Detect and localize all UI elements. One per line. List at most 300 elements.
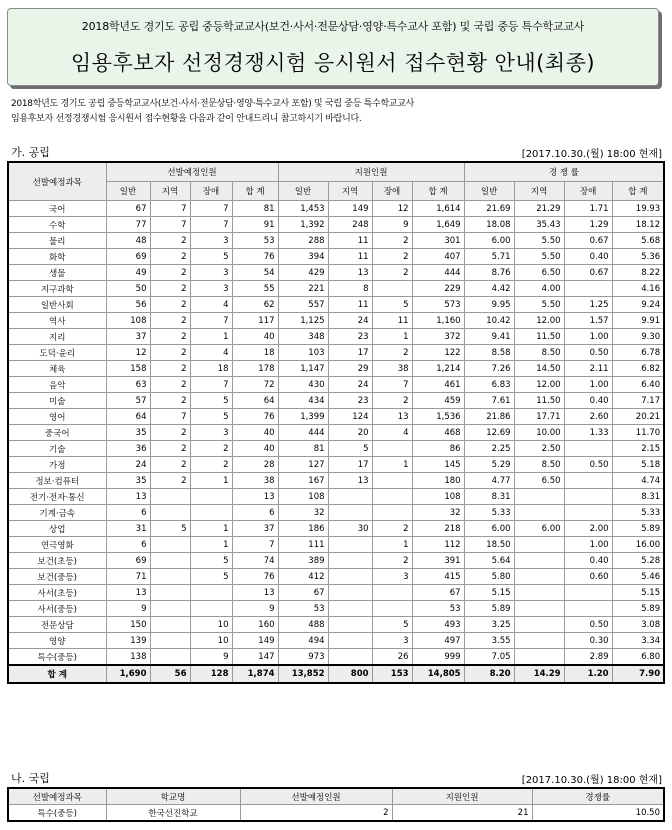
- cell-sel-region: 2: [150, 249, 190, 265]
- cell-app-region: [328, 569, 372, 585]
- cell-app-general: 32: [278, 505, 328, 521]
- cell-comp-total: 4.74: [612, 473, 664, 489]
- cell-comp-disabled: 2.00: [564, 521, 612, 537]
- cell-sel-total: 54: [232, 265, 278, 281]
- cell-sel-general: 77: [106, 217, 150, 233]
- cell-comp-disabled: 1.00: [564, 377, 612, 393]
- cell-sel-region: 2: [150, 473, 190, 489]
- cell-sel-disabled: 1: [190, 329, 232, 345]
- cell-sel-total: 40: [232, 329, 278, 345]
- cell-sel-general: 50: [106, 281, 150, 297]
- cell-app-region: 20: [328, 425, 372, 441]
- cell-app-total: 444: [412, 265, 464, 281]
- cell-comp-disabled: 0.50: [564, 345, 612, 361]
- cell-sel-total: 28: [232, 457, 278, 473]
- cell-app-disabled: 1: [372, 457, 412, 473]
- cell-app-general: 973: [278, 649, 328, 666]
- total-app-disabled: 153: [372, 665, 412, 683]
- cell-sel-region: [150, 601, 190, 617]
- cell-sel-region: 2: [150, 393, 190, 409]
- cell-comp-disabled: 1.00: [564, 537, 612, 553]
- cell-sel-general: 150: [106, 617, 150, 633]
- cell-app-total: 180: [412, 473, 464, 489]
- cell-sel-total: 149: [232, 633, 278, 649]
- national-school: 한국선진학교: [106, 805, 240, 822]
- cell-app-region: 29: [328, 361, 372, 377]
- cell-comp-region: [514, 505, 564, 521]
- cell-app-disabled: 1: [372, 329, 412, 345]
- cell-sel-general: 138: [106, 649, 150, 666]
- cell-sel-total: 37: [232, 521, 278, 537]
- cell-app-total: 1,649: [412, 217, 464, 233]
- cell-sel-general: 108: [106, 313, 150, 329]
- cell-comp-region: [514, 585, 564, 601]
- cell-comp-general: 9.41: [464, 329, 514, 345]
- cell-sel-total: 72: [232, 377, 278, 393]
- cell-app-total: 415: [412, 569, 464, 585]
- cell-app-disabled: 13: [372, 409, 412, 425]
- cell-comp-region: [514, 537, 564, 553]
- header-disabled: 장애: [190, 182, 232, 201]
- total-sel-region: 56: [150, 665, 190, 683]
- cell-sel-total: 7: [232, 537, 278, 553]
- cell-comp-disabled: 2.11: [564, 361, 612, 377]
- cell-comp-disabled: [564, 441, 612, 457]
- cell-comp-total: 5.89: [612, 521, 664, 537]
- cell-app-region: [328, 633, 372, 649]
- header-competition: 경 쟁 률: [464, 162, 664, 182]
- cell-comp-disabled: 0.30: [564, 633, 612, 649]
- cell-comp-disabled: 0.50: [564, 457, 612, 473]
- cell-app-total: 461: [412, 377, 464, 393]
- cell-subject: 정보·컴퓨터: [8, 473, 106, 489]
- cell-sel-disabled: [190, 601, 232, 617]
- cell-comp-region: 6.50: [514, 473, 564, 489]
- cell-comp-total: 5.28: [612, 553, 664, 569]
- intro-line-1: 2018학년도 경기도 공립 중등학교교사(보건·사서·전문상담·영양·특수교사 포함) 및 국립 중등 특수학교교사: [11, 99, 415, 109]
- national-header-selection: 선발예정인원: [240, 788, 392, 805]
- cell-app-total: 372: [412, 329, 464, 345]
- cell-comp-total: 20.21: [612, 409, 664, 425]
- table-row: [8, 361, 664, 377]
- cell-comp-disabled: 2.60: [564, 409, 612, 425]
- cell-app-disabled: 2: [372, 553, 412, 569]
- table-row: [8, 553, 664, 569]
- table-row: [8, 233, 664, 249]
- cell-app-total: 493: [412, 617, 464, 633]
- cell-comp-disabled: 1.71: [564, 201, 612, 217]
- cell-app-region: 17: [328, 457, 372, 473]
- cell-sel-general: 48: [106, 233, 150, 249]
- cell-sel-general: 6: [106, 537, 150, 553]
- cell-comp-disabled: 0.40: [564, 553, 612, 569]
- cell-app-region: [328, 489, 372, 505]
- cell-comp-region: [514, 569, 564, 585]
- cell-comp-region: 11.50: [514, 329, 564, 345]
- cell-app-region: [328, 601, 372, 617]
- cell-app-general: 394: [278, 249, 328, 265]
- cell-app-disabled: 2: [372, 265, 412, 281]
- header-disabled: 장애: [564, 182, 612, 201]
- cell-comp-region: 12.00: [514, 313, 564, 329]
- cell-subject: 특수(중등): [8, 649, 106, 666]
- cell-sel-disabled: 3: [190, 233, 232, 249]
- cell-comp-disabled: 2.89: [564, 649, 612, 666]
- national-header-subject: 선발예정과목: [8, 788, 106, 805]
- cell-app-general: 412: [278, 569, 328, 585]
- cell-app-region: 13: [328, 473, 372, 489]
- cell-sel-total: 91: [232, 217, 278, 233]
- cell-app-disabled: [372, 441, 412, 457]
- cell-subject: 지구과학: [8, 281, 106, 297]
- banner-subtitle: 2018학년도 경기도 공립 중등학교교사(보건·사서·전문상담·영양·특수교사 포함) 및 국립 중등 특수학교교사: [81, 20, 585, 33]
- public-section-title: 가. 공립: [11, 146, 50, 159]
- cell-sel-disabled: [190, 505, 232, 521]
- public-table: [7, 161, 665, 684]
- table-row: [8, 601, 664, 617]
- cell-sel-general: 67: [106, 201, 150, 217]
- header-total: 합 계: [232, 182, 278, 201]
- cell-app-general: 186: [278, 521, 328, 537]
- cell-comp-region: [514, 601, 564, 617]
- header-disabled: 장애: [372, 182, 412, 201]
- cell-app-region: 23: [328, 393, 372, 409]
- table-row: [8, 281, 664, 297]
- total-comp-region: 14.29: [514, 665, 564, 683]
- national-header-school: 학교명: [106, 788, 240, 805]
- cell-comp-region: 12.00: [514, 377, 564, 393]
- cell-subject: 도덕·윤리: [8, 345, 106, 361]
- cell-subject: 상업: [8, 521, 106, 537]
- cell-app-region: 24: [328, 313, 372, 329]
- cell-app-disabled: [372, 585, 412, 601]
- cell-sel-region: 2: [150, 345, 190, 361]
- cell-app-total: 86: [412, 441, 464, 457]
- cell-app-general: 1,147: [278, 361, 328, 377]
- cell-comp-disabled: [564, 585, 612, 601]
- cell-comp-total: 3.34: [612, 633, 664, 649]
- cell-sel-region: [150, 585, 190, 601]
- cell-comp-total: 4.16: [612, 281, 664, 297]
- cell-app-total: 468: [412, 425, 464, 441]
- cell-comp-disabled: 0.67: [564, 265, 612, 281]
- cell-sel-disabled: 10: [190, 633, 232, 649]
- cell-sel-total: 178: [232, 361, 278, 377]
- cell-sel-disabled: 3: [190, 265, 232, 281]
- cell-comp-general: 7.26: [464, 361, 514, 377]
- cell-comp-region: 6.00: [514, 521, 564, 537]
- cell-sel-total: 40: [232, 425, 278, 441]
- cell-comp-general: 21.69: [464, 201, 514, 217]
- cell-comp-general: 18.50: [464, 537, 514, 553]
- table-row: [8, 633, 664, 649]
- cell-app-total: 407: [412, 249, 464, 265]
- table-row: [8, 649, 664, 666]
- cell-subject: 기술: [8, 441, 106, 457]
- cell-sel-general: 37: [106, 329, 150, 345]
- cell-comp-general: 8.76: [464, 265, 514, 281]
- cell-comp-region: 17.71: [514, 409, 564, 425]
- cell-sel-general: 9: [106, 601, 150, 617]
- cell-app-region: 8: [328, 281, 372, 297]
- table-row: [8, 521, 664, 537]
- header-general: 일반: [106, 182, 150, 201]
- cell-comp-general: 5.71: [464, 249, 514, 265]
- cell-sel-total: 64: [232, 393, 278, 409]
- title-banner: [7, 8, 659, 86]
- cell-comp-total: 6.40: [612, 377, 664, 393]
- cell-sel-general: 69: [106, 249, 150, 265]
- cell-comp-total: 5.15: [612, 585, 664, 601]
- cell-sel-total: 6: [232, 505, 278, 521]
- cell-sel-region: 2: [150, 361, 190, 377]
- cell-app-general: 1,453: [278, 201, 328, 217]
- table-row: [8, 329, 664, 345]
- cell-app-disabled: 2: [372, 345, 412, 361]
- cell-sel-region: [150, 617, 190, 633]
- cell-app-general: 127: [278, 457, 328, 473]
- cell-comp-total: 5.18: [612, 457, 664, 473]
- cell-app-general: 444: [278, 425, 328, 441]
- cell-subject: 미술: [8, 393, 106, 409]
- header-region: 지역: [514, 182, 564, 201]
- cell-subject: 사서(중등): [8, 601, 106, 617]
- cell-app-total: 497: [412, 633, 464, 649]
- cell-sel-region: 5: [150, 521, 190, 537]
- table-row: [8, 201, 664, 217]
- cell-sel-region: 2: [150, 457, 190, 473]
- cell-app-general: 557: [278, 297, 328, 313]
- cell-subject: 중국어: [8, 425, 106, 441]
- total-comp-total: 7.90: [612, 665, 664, 683]
- header-general: 일반: [278, 182, 328, 201]
- total-sel-disabled: 128: [190, 665, 232, 683]
- cell-subject: 화학: [8, 249, 106, 265]
- cell-app-region: 30: [328, 521, 372, 537]
- cell-app-general: 434: [278, 393, 328, 409]
- cell-subject: 일반사회: [8, 297, 106, 313]
- cell-comp-general: 3.55: [464, 633, 514, 649]
- table-row: [8, 425, 664, 441]
- cell-sel-disabled: 1: [190, 537, 232, 553]
- cell-sel-general: 158: [106, 361, 150, 377]
- cell-app-disabled: [372, 505, 412, 521]
- cell-sel-disabled: 5: [190, 569, 232, 585]
- cell-app-disabled: 38: [372, 361, 412, 377]
- cell-comp-total: 6.78: [612, 345, 664, 361]
- cell-sel-disabled: 3: [190, 425, 232, 441]
- cell-subject: 역사: [8, 313, 106, 329]
- cell-app-total: 459: [412, 393, 464, 409]
- cell-app-general: 167: [278, 473, 328, 489]
- total-app-general: 13,852: [278, 665, 328, 683]
- cell-comp-region: [514, 489, 564, 505]
- cell-comp-region: 8.50: [514, 345, 564, 361]
- cell-sel-region: 7: [150, 201, 190, 217]
- cell-comp-total: 16.00: [612, 537, 664, 553]
- cell-comp-disabled: 1.33: [564, 425, 612, 441]
- cell-comp-disabled: [564, 473, 612, 489]
- cell-sel-total: 40: [232, 441, 278, 457]
- cell-sel-region: [150, 649, 190, 666]
- cell-comp-region: 5.50: [514, 249, 564, 265]
- table-row: [8, 249, 664, 265]
- public-date: [2017.10.30.(월) 18:00 현재]: [521, 149, 662, 160]
- cell-comp-total: 9.30: [612, 329, 664, 345]
- cell-sel-total: 62: [232, 297, 278, 313]
- table-row: [8, 217, 664, 233]
- cell-sel-region: [150, 505, 190, 521]
- cell-subject: 보건(초등): [8, 553, 106, 569]
- cell-app-disabled: 2: [372, 249, 412, 265]
- cell-sel-general: 24: [106, 457, 150, 473]
- table-row: [8, 313, 664, 329]
- cell-comp-total: 9.91: [612, 313, 664, 329]
- cell-app-region: 17: [328, 345, 372, 361]
- cell-sel-general: 35: [106, 425, 150, 441]
- total-row: [8, 665, 664, 683]
- table-row: [8, 489, 664, 505]
- total-subject: 합 계: [8, 665, 106, 683]
- cell-app-total: 229: [412, 281, 464, 297]
- cell-sel-disabled: [190, 489, 232, 505]
- cell-app-total: 145: [412, 457, 464, 473]
- cell-comp-total: 3.08: [612, 617, 664, 633]
- cell-subject: 영양: [8, 633, 106, 649]
- cell-sel-general: 35: [106, 473, 150, 489]
- header-applicants: 지원인원: [278, 162, 464, 182]
- national-selection: 2: [240, 805, 392, 822]
- cell-app-disabled: [372, 601, 412, 617]
- cell-comp-total: 5.33: [612, 505, 664, 521]
- cell-sel-region: 2: [150, 377, 190, 393]
- cell-app-general: 81: [278, 441, 328, 457]
- cell-app-region: 24: [328, 377, 372, 393]
- cell-comp-general: 5.15: [464, 585, 514, 601]
- table-row: [8, 569, 664, 585]
- cell-sel-disabled: 9: [190, 649, 232, 666]
- cell-comp-region: 8.50: [514, 457, 564, 473]
- cell-sel-disabled: 1: [190, 521, 232, 537]
- cell-sel-general: 12: [106, 345, 150, 361]
- cell-app-total: 53: [412, 601, 464, 617]
- cell-app-disabled: 2: [372, 521, 412, 537]
- cell-app-region: 5: [328, 441, 372, 457]
- cell-comp-general: 4.77: [464, 473, 514, 489]
- header-region: 지역: [150, 182, 190, 201]
- cell-comp-total: 19.93: [612, 201, 664, 217]
- cell-sel-total: 38: [232, 473, 278, 489]
- cell-subject: 연극영화: [8, 537, 106, 553]
- cell-sel-region: 7: [150, 409, 190, 425]
- cell-app-region: 149: [328, 201, 372, 217]
- cell-sel-total: 13: [232, 585, 278, 601]
- cell-comp-total: 7.17: [612, 393, 664, 409]
- cell-app-region: 124: [328, 409, 372, 425]
- cell-app-disabled: 12: [372, 201, 412, 217]
- header-selection: 선발예정인원: [106, 162, 278, 182]
- national-table: [7, 787, 665, 822]
- cell-comp-disabled: 0.50: [564, 617, 612, 633]
- cell-comp-total: 9.24: [612, 297, 664, 313]
- cell-sel-total: 9: [232, 601, 278, 617]
- cell-sel-general: 64: [106, 409, 150, 425]
- cell-app-total: 391: [412, 553, 464, 569]
- cell-sel-disabled: 4: [190, 297, 232, 313]
- cell-sel-total: 81: [232, 201, 278, 217]
- total-app-region: 800: [328, 665, 372, 683]
- cell-comp-disabled: 1.57: [564, 313, 612, 329]
- cell-comp-total: 11.70: [612, 425, 664, 441]
- cell-sel-general: 63: [106, 377, 150, 393]
- cell-app-total: 67: [412, 585, 464, 601]
- cell-app-region: 13: [328, 265, 372, 281]
- national-header-applicants: 지원인원: [392, 788, 532, 805]
- cell-sel-general: 13: [106, 585, 150, 601]
- cell-app-disabled: [372, 489, 412, 505]
- cell-comp-region: [514, 553, 564, 569]
- banner-title: 임용후보자 선정경쟁시험 응시원서 접수현황 안내(최종): [70, 51, 596, 75]
- cell-app-region: 23: [328, 329, 372, 345]
- table-row: [8, 505, 664, 521]
- cell-sel-region: [150, 633, 190, 649]
- cell-app-total: 1,614: [412, 201, 464, 217]
- table-row: [8, 409, 664, 425]
- cell-sel-region: 2: [150, 265, 190, 281]
- cell-sel-region: 2: [150, 329, 190, 345]
- cell-comp-region: 35.43: [514, 217, 564, 233]
- cell-app-disabled: 5: [372, 617, 412, 633]
- cell-sel-total: 55: [232, 281, 278, 297]
- national-applicants: 21: [392, 805, 532, 822]
- cell-sel-total: 74: [232, 553, 278, 569]
- table-row: [8, 441, 664, 457]
- cell-comp-general: 2.25: [464, 441, 514, 457]
- cell-sel-total: 147: [232, 649, 278, 666]
- national-subject: 특수(중등): [8, 805, 106, 822]
- cell-subject: 음악: [8, 377, 106, 393]
- cell-comp-general: 7.05: [464, 649, 514, 666]
- cell-subject: 전문상담: [8, 617, 106, 633]
- cell-sel-general: 13: [106, 489, 150, 505]
- cell-sel-disabled: 5: [190, 393, 232, 409]
- cell-app-disabled: [372, 473, 412, 489]
- cell-comp-total: 5.36: [612, 249, 664, 265]
- cell-subject: 영어: [8, 409, 106, 425]
- cell-sel-total: 76: [232, 249, 278, 265]
- cell-comp-disabled: [564, 489, 612, 505]
- cell-sel-region: 2: [150, 233, 190, 249]
- cell-app-region: [328, 553, 372, 569]
- header-general: 일반: [464, 182, 514, 201]
- cell-app-disabled: 9: [372, 217, 412, 233]
- cell-comp-region: 10.00: [514, 425, 564, 441]
- cell-sel-total: 53: [232, 233, 278, 249]
- cell-sel-general: 31: [106, 521, 150, 537]
- cell-comp-general: 5.33: [464, 505, 514, 521]
- cell-comp-general: 4.42: [464, 281, 514, 297]
- cell-app-total: 108: [412, 489, 464, 505]
- total-sel-general: 1,690: [106, 665, 150, 683]
- cell-comp-general: 9.95: [464, 297, 514, 313]
- cell-app-region: [328, 649, 372, 666]
- cell-sel-disabled: 5: [190, 553, 232, 569]
- cell-comp-general: 18.08: [464, 217, 514, 233]
- national-date: [2017.10.30.(월) 18:00 현재]: [521, 775, 662, 786]
- cell-subject: 사서(초등): [8, 585, 106, 601]
- cell-comp-total: 8.22: [612, 265, 664, 281]
- cell-comp-general: 6.00: [464, 521, 514, 537]
